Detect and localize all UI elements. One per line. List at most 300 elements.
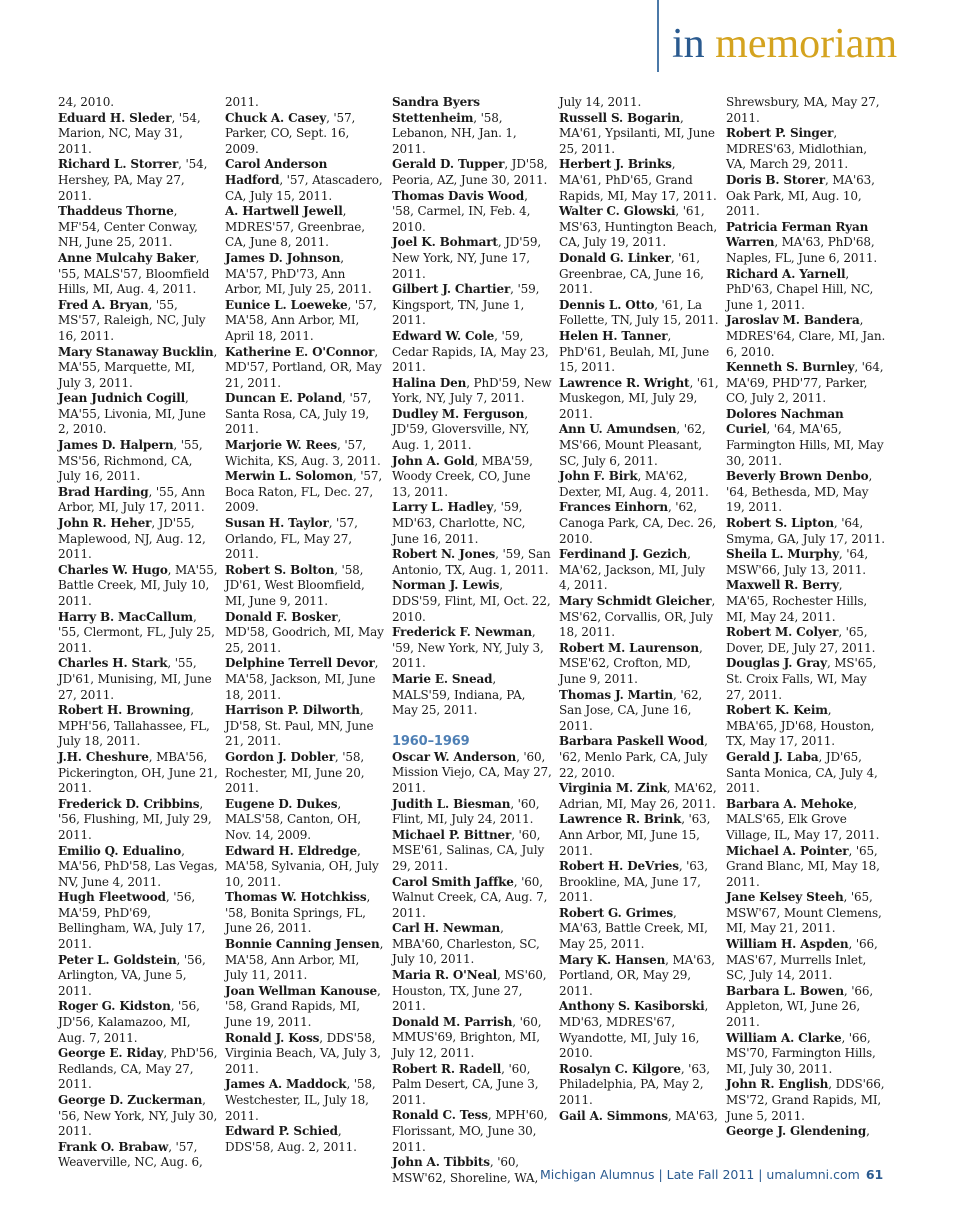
obituary-entry [225,656,385,703]
deceased-name: Duncan E. Poland [225,391,343,406]
deceased-name: Carol Smith Jaffke [392,874,514,889]
deceased-name: Barbara A. Mehoke [726,796,854,811]
obituary-entry [225,797,385,844]
obituary-entry [726,407,886,469]
deceased-name: Frances Einhorn [559,500,668,515]
obituary-entry [58,610,218,657]
obituary-details: , '63, Brookline, MA, June 17, 2011. [559,859,708,905]
obituary-entry [559,999,719,1061]
obituary-details: , MD'63, MDRES'67, Wyandotte, MI, July 16, 2010. [559,999,709,1061]
obituary-entry [559,906,719,953]
obituary-details: , '61, MS'63, Huntington Beach, CA, July 19, 2011. [559,204,718,250]
deceased-name: Virginia M. Zink [559,781,667,796]
deceased-name: Robert K. Keim [726,703,828,718]
obituary-details: , PhD'63, Chapel Hill, NC, June 1, 2011. [726,266,874,312]
deceased-name: Thomas W. Hotchkiss [225,890,367,905]
deceased-name: Michael P. Bittner [392,827,512,842]
obituary-details: , '58, Carmel, IN, Feb. 4, 2010. [392,188,531,234]
obituary-details: , PhD'61, Beulah, MI, June 15, 2011. [559,328,710,375]
obituary-entry [225,890,385,937]
obituary-entry [225,1031,385,1078]
obituary-details: , '57, Boca Raton, FL, Dec. 27, 2009. [225,469,383,515]
obituary-details: , '59, New York, NY, July 3, 2011. [392,625,544,671]
deceased-name: Dennis L. Otto [559,297,655,312]
obituary-details: , DDS'59, Flint, MI, Oct. 22, 2010. [392,578,551,624]
obituary-entry [392,1108,552,1155]
obituary-details: , MS'65, St. Croix Falls, WI, May 27, 2011. [726,656,877,702]
obituary-entry [392,828,552,875]
obituary-entry [726,220,886,267]
obituary-entry [392,407,552,454]
obituary-details: , '58, Bonita Springs, FL, June 26, 2011. [225,890,371,936]
obituary-entry [392,500,552,547]
deceased-name: John R. Heher [58,516,152,531]
obituary-entry [58,1093,218,1140]
obituary-entry [225,204,385,251]
deceased-name: Ann U. Amundsen [559,422,677,437]
obituary-details: , '60, MSE'61, Salinas, CA, July 29, 2011. [392,827,545,873]
obituary-details: , MS'62, Corvallis, OR, July 18, 2011. [559,594,716,640]
obituary-entry [392,578,552,625]
deceased-name: Lawrence R. Brink [559,812,682,827]
obituary-entry [726,173,886,220]
obituary-details: , MA'62, Jackson, MI, July 4, 2011. [559,547,706,593]
obituary-entry [726,469,886,516]
deceased-name: Joel K. Bohmart [392,235,498,250]
deceased-name: Ronald J. Koss [225,1030,320,1045]
obituary-entry [58,656,218,703]
obituary-details: , '64, MSW'66, July 13, 2011. [726,547,869,577]
deceased-name: William H. Aspden [726,937,849,952]
obituary-entry [726,313,886,360]
obituary-entry [559,422,719,469]
page-title [672,14,897,74]
deceased-name: Frederick F. Newman [392,625,532,640]
obituary-details: , MA'58, Jackson, MI, June 18, 2011. [225,656,379,702]
title-word-in: in [672,21,705,67]
obituary-details: 24, 2010. [58,95,114,109]
obituary-entry [559,204,719,251]
obituary-details: , '61, Muskegon, MI, July 29, 2011. [559,375,719,421]
obituary-details: , MA'58, Sylvania, OH, July 10, 2011. [225,843,379,889]
obituary-entry [225,516,385,563]
deceased-name: Anne Mulcahy Baker [58,250,196,265]
obituary-details: , MA'63, Portland, OR, May 29, 2011. [559,952,715,998]
obituary-details: , '66, Appleton, WI, June 26, 2011. [726,983,874,1030]
deceased-name: Beverly Brown Denbo [726,469,869,484]
obituary-entry [726,703,886,750]
deceased-name: Robert H. Browning [58,703,191,718]
obituary-details: , '65, Dover, DE, July 27, 2011. [726,625,876,655]
obituary-entry [559,734,719,781]
deceased-name: John A. Tibbits [392,1155,490,1170]
deceased-name: Delphine Terrell Devor [225,656,375,671]
obituary-entry [392,454,552,501]
obituary-entry [559,547,719,594]
obituary-entry [392,797,552,828]
deceased-name: Eunice L. Loeweke [225,297,348,312]
column-1 [58,95,218,1171]
obituary-entry [726,360,886,407]
obituary-details: , '57, Parker, CO, Sept. 16, 2009. [225,110,356,156]
obituary-entry [726,516,886,547]
obituary-entry [559,376,719,423]
obituary-entry [559,1109,719,1125]
obituary-details: , JD'59, New York, NY, June 17, 2011. [392,235,542,281]
column-4 [559,95,719,1124]
deceased-name: Doris B. Storer [726,172,825,187]
deceased-name: Charles W. Hugo [58,562,168,577]
deceased-name: Dolores Nachman Curiel [726,406,844,437]
obituary-entry [559,781,719,812]
obituary-details: , '59, MD'63, Charlotte, NC, June 16, 2011. [392,500,526,546]
obituary-entry [392,1155,552,1186]
deceased-name: Michael A. Pointer [726,843,849,858]
obituary-entry [225,95,385,111]
obituary-details: , MDRES'57, Greenbrae, CA, June 8, 2011. [225,204,365,250]
obituary-details: , '55, Clermont, FL, July 25, 2011. [58,609,215,655]
deceased-name: Eugene D. Dukes [225,796,338,811]
obituary-details: , MDRES'63, Midlothian, VA, March 29, 2011. [726,126,867,172]
page-number: 61 [865,1167,884,1182]
obituary-entry [58,204,218,251]
deceased-name: Robert P. Singer [726,126,834,141]
obituary-details: , MA'55, Marquette, MI, July 3, 2011. [58,344,218,390]
obituary-entry [559,469,719,500]
obituary-details: , '56, New York, NY, July 30, 2011. [58,1093,218,1139]
obituary-details: , '57, MA'58, Ann Arbor, MI, April 18, 2011. [225,297,377,343]
obituary-entry [392,157,552,188]
obituary-entry [392,875,552,922]
obituary-details: , '59, Kingsport, TN, June 1, 2011. [392,282,540,328]
obituary-details: , MBA'60, Charleston, SC, July 10, 2011. [392,921,540,967]
deceased-name: Russell S. Bogarin [559,110,680,125]
obituary-details: , MA'65, Rochester Hills, MI, May 24, 2011. [726,578,868,624]
obituary-entry [392,921,552,968]
obituary-entry [225,111,385,158]
obituary-details: 2011. [225,95,259,109]
obituary-entry [726,625,886,656]
obituary-details: , DDS'58, Aug. 2, 2011. [225,1124,357,1154]
obituary-entry [726,1031,886,1078]
obituary-details: , '57, Orlando, FL, May 27, 2011. [225,516,358,562]
deceased-name: Thaddeus Thorne [58,204,174,219]
deceased-name: Edward W. Cole [392,328,495,343]
deceased-name: Marie E. Snead [392,671,493,686]
deceased-name: Thomas J. Martin [559,687,673,702]
obituary-entry [726,578,886,625]
obituary-entry [225,937,385,984]
obituary-entry [726,126,886,173]
deceased-name: Helen H. Tanner [559,328,668,343]
obituary-details: , '55, Ann Arbor, MI, July 17, 2011. [58,484,205,515]
obituary-entry [559,812,719,859]
deceased-name: Patricia Ferman Ryan Warren [726,219,869,250]
obituary-entry [559,953,719,1000]
obituary-entry [726,267,886,314]
deceased-name: Halina Den [392,375,467,390]
deceased-name: Ferdinand J. Gezich [559,547,688,562]
obituary-entry [392,672,552,719]
obituary-entry [726,1124,886,1140]
deceased-name: Chuck A. Casey [225,110,327,125]
footer-publication: Michigan Alumnus | Late Fall 2011 | umalumni.com [540,1167,860,1182]
deceased-name: Robert M. Laurenson [559,640,699,655]
obituary-entry [58,111,218,158]
obituary-entry [58,1140,218,1171]
deceased-name: Roger G. Kidston [58,999,171,1014]
deceased-name: Mary Stanaway Bucklin [58,344,214,359]
obituary-details: , MA'63, Oak Park, MI, Aug. 10, 2011. [726,172,875,219]
deceased-name: Frederick D. Cribbins [58,796,200,811]
deceased-name: Frank O. Brabaw [58,1139,169,1154]
deceased-name: Anthony S. Kasiborski [559,999,705,1014]
obituary-details: , '55, MS'56, Richmond, CA, July 16, 2011. [58,438,203,484]
obituary-entry [225,563,385,610]
obituary-entry [392,235,552,282]
column-5 [726,95,886,1140]
obituary-entry [58,251,218,298]
obituary-details: , '58, Westchester, IL, July 18, 2011. [225,1077,376,1123]
deceased-name: Hugh Fleetwood [58,890,166,905]
deceased-name: John F. Birk [559,469,638,484]
deceased-name: Peter L. Goldstein [58,952,177,967]
obituary-details: , '61, La Follette, TN, July 15, 2011. [559,297,719,328]
obituary-details: , '57, Weaverville, NC, Aug. 6, [58,1139,203,1170]
obituary-details: , MA'57, PhD'73, Ann Arbor, MI, July 25, 2011. [225,250,372,297]
obituary-entry [58,844,218,891]
deceased-name: Larry L. Hadley [392,500,494,515]
deceased-name: J.H. Cheshure [58,749,149,764]
obituary-entry [58,953,218,1000]
deceased-name: Bonnie Canning Jensen [225,937,380,952]
deceased-name: James D. Johnson [225,250,341,265]
obituary-details: , MBA'59, Woody Creek, CO, June 13, 2011. [392,453,533,499]
obituary-entry [726,937,886,984]
obituary-details: , '57, Wichita, KS, Aug. 3, 2011. [225,438,381,468]
obituary-details: , '66, MAS'67, Murrells Inlet, SC, July 14, 2011. [726,937,878,983]
deceased-name: Rosalyn C. Kilgore [559,1061,681,1076]
obituary-details: , MALS'58, Canton, OH, Nov. 14, 2009. [225,796,361,842]
deceased-name: A. Hartwell Jewell [225,204,343,219]
obituary-details: , '64, MA'69, PHD'77, Parker, CO, July 2, 2011. [726,360,884,406]
deceased-name: Donald F. Bosker [225,609,338,624]
obituary-details: , MALS'59, Indiana, PA, May 25, 2011. [392,671,526,718]
obituary-entry [726,797,886,844]
deceased-name: Barbara L. Bowen [726,983,844,998]
obituary-details: , '60, Mission Viejo, CA, May 27, 2011. [392,749,552,795]
obituary-entry [225,251,385,298]
header-divider [657,0,659,72]
obituary-details: , '54, Hershey, PA, May 27, 2011. [58,157,208,203]
obituary-entry [559,859,719,906]
obituary-entry [392,1062,552,1109]
obituary-details: , MPH'60, Florissant, MO, June 30, 2011. [392,1108,548,1154]
obituary-entry [58,157,218,204]
obituary-entry [392,968,552,1015]
deceased-name: Sheila L. Murphy [726,547,839,562]
obituary-details: , DDS'66, MS'72, Grand Rapids, MI, June 5, 2011. [726,1077,885,1123]
obituary-entry [559,594,719,641]
deceased-name: Robert S. Bolton [225,562,335,577]
obituary-details: , '57, Santa Rosa, CA, July 19, 2011. [225,391,372,437]
obituary-details: , DDS'58, Virginia Beach, VA, July 3, 2011. [225,1030,381,1076]
obituary-details: , '56, Arlington, VA, June 5, 2011. [58,952,206,998]
obituary-entry [559,251,719,298]
deceased-name: William A. Clarke [726,1030,842,1045]
obituary-entry [58,703,218,750]
deceased-name: Donald M. Parrish [392,1014,513,1029]
obituary-details: , JD'55, Maplewood, NJ, Aug. 12, 2011. [58,516,206,562]
deceased-name: Robert M. Colyer [726,625,839,640]
obituary-details: , MALS'65, Elk Grove Village, IL, May 17, 2011. [726,796,880,842]
obituary-details: , '54, Marion, NC, May 31, 2011. [58,110,201,156]
deceased-name: Edward P. Schied [225,1124,338,1139]
deceased-name: Carol Anderson Hadford [225,157,328,187]
deceased-name: Gordon J. Dobler [225,749,335,764]
obituary-details: , MDRES'64, Clare, MI, Jan. 6, 2010. [726,313,886,359]
obituary-entry [58,298,218,345]
deceased-name: Jaroslav M. Bandera [726,313,860,328]
obituary-entry [225,610,385,657]
deceased-name: Gilbert J. Chartier [392,282,511,297]
obituary-entry [392,189,552,236]
obituary-entry [392,750,552,797]
obituary-details: , MPH'56, Tallahassee, FL, July 18, 2011. [58,703,210,749]
obituary-entry [726,844,886,891]
deceased-name: George E. Riday [58,1046,164,1061]
deceased-name: Carl H. Newman [392,921,501,936]
obituary-details: , '58, Grand Rapids, MI, June 19, 2011. [225,983,381,1030]
deceased-name: Fred A. Bryan [58,297,149,312]
obituary-entry [392,547,552,578]
deceased-name: James D. Halpern [58,438,174,453]
obituary-entry [559,641,719,688]
deceased-name: Robert H. DeVries [559,859,679,874]
obituary-details: July 14, 2011. [559,95,642,109]
obituary-details: , MD'58, Goodrich, MI, May 25, 2011. [225,609,384,655]
obituary-entry [225,984,385,1031]
obituary-entry [392,376,552,407]
deceased-name: Eduard H. Sleder [58,110,172,125]
deceased-name: Maxwell R. Berry [726,578,839,593]
obituary-entry [559,500,719,547]
obituary-entry [225,844,385,891]
obituary-details: , [866,1124,870,1139]
obituary-entry [559,95,719,111]
obituary-details: , '65, Grand Blanc, MI, May 18, 2011. [726,843,880,889]
obituary-details: , '64, MA'65, Farmington Hills, MI, May 30, 2011. [726,422,884,468]
obituary-details: , '58, Rochester, MI, June 20, 2011. [225,749,365,796]
obituary-details: , '56, MA'59, PhD'69, Bellingham, WA, July 17, 2011. [58,890,206,952]
deceased-name: Brad Harding [58,484,149,499]
deceased-name: Joan Wellman Kanouse [225,983,378,998]
deceased-name: Jean Judnich Cogill [58,391,186,406]
obituary-entry [726,1077,886,1124]
deceased-name: Dudley M. Ferguson [392,406,525,421]
deceased-name: Ronald C. Tess [392,1108,488,1123]
obituary-entry [726,750,886,797]
deceased-name: George J. Glendening [726,1124,867,1139]
obituary-details: , '56, Flushing, MI, July 29, 2011. [58,796,212,842]
deceased-name: Robert N. Jones [392,547,496,562]
deceased-name: Gail A. Simmons [559,1108,668,1123]
title-word-memoriam: memoriam [715,21,898,67]
obituary-details: , '60, Palm Desert, CA, June 3, 2011. [392,1061,539,1107]
deceased-name: James A. Maddock [225,1077,347,1092]
obituary-entry [225,157,385,204]
obituary-details: , MBA'56, Pickerington, OH, June 21, 2011. [58,749,218,796]
deceased-name: Richard A. Yarnell [726,266,846,281]
obituary-details: , '62, Menlo Park, CA, July 22, 2010. [559,734,708,780]
obituary-details: , '64, Smyma, GA, July 17, 2011. [726,516,885,546]
obituary-details: , '60, MMUS'69, Brighton, MI, July 12, 2011. [392,1014,542,1061]
obituary-details: , MF'54, Center Conway, NH, June 25, 2011. [58,204,198,250]
obituary-entry [58,95,218,111]
obituary-details: , MA'61, PhD'65, Grand Rapids, MI, May 17, 2011. [559,157,717,203]
deceased-name: Richard L. Storrer [58,157,179,172]
obituary-details: , MA'55, Livonia, MI, June 2, 2010. [58,391,206,437]
deceased-name: Douglas J. Gray [726,656,827,671]
deceased-name: Katherine E. O'Connor [225,344,375,359]
deceased-name: Jane Kelsey Steeh [726,890,844,905]
obituary-details: , MA'55, Battle Creek, MI, July 10, 2011. [58,562,218,608]
obituary-details: , MA'58, Ann Arbor, MI, July 11, 2011. [225,937,384,983]
obituary-entry [225,1077,385,1124]
obituary-entry [392,95,552,157]
obituary-details: , PhD'59, New York, NY, July 7, 2011. [392,375,552,406]
deceased-name: Herbert J. Brinks [559,157,672,172]
obituary-details: , '64, Bethesda, MD, May 19, 2011. [726,469,873,515]
obituary-entry [58,438,218,485]
obituary-details: , '63, Philadelphia, PA, May 2, 2011. [559,1061,710,1107]
deceased-name: Thomas Davis Wood [392,188,525,203]
obituary-entry [559,157,719,204]
deceased-name: Oscar W. Anderson [392,749,517,764]
obituary-entry [225,750,385,797]
obituary-entry [58,750,218,797]
deceased-name: Edward H. Eldredge [225,843,357,858]
obituary-details: , '56, JD'56, Kalamazoo, MI, Aug. 7, 2011. [58,999,200,1045]
decade-heading: 1960–1969 [392,733,470,749]
obituary-entry [392,282,552,329]
obituary-entry [225,391,385,438]
obituary-entry [58,797,218,844]
deceased-name: Kenneth S. Burnley [726,360,855,375]
obituary-entry [58,485,218,516]
obituary-entry [58,1046,218,1093]
obituary-entry [58,890,218,952]
obituary-entry [58,563,218,610]
obituary-details: , '59, San Antonio, TX, Aug. 1, 2011. [392,547,551,577]
obituary-details: , '61, Greenbrae, CA, June 16, 2011. [559,250,704,297]
deceased-name: Mary K. Hansen [559,952,666,967]
obituary-entry [726,656,886,703]
obituary-details: , '60, MSW'62, Shoreline, WA, [392,1155,539,1185]
obituary-details: , '59, Cedar Rapids, IA, May 23, 2011. [392,328,549,375]
obituary-entry [58,345,218,392]
obituary-details: , '60, Flint, MI, July 24, 2011. [392,796,540,827]
obituary-entry [559,1062,719,1109]
deceased-name: Harrison P. Dilworth [225,703,360,718]
obituary-details: , '55, JD'61, Munising, MI, June 27, 2011. [58,656,212,702]
obituary-entry [58,391,218,438]
obituary-details: , JD'58, Peoria, AZ, June 30, 2011. [392,157,548,187]
obituary-details: , MA'63, PhD'68, Naples, FL, June 6, 2011. [726,235,878,265]
obituary-entry [559,298,719,329]
obituary-details: , JD'59, Gloversville, NY, Aug. 1, 2011. [392,406,530,453]
obituary-details: , MA'63, [667,1108,718,1123]
